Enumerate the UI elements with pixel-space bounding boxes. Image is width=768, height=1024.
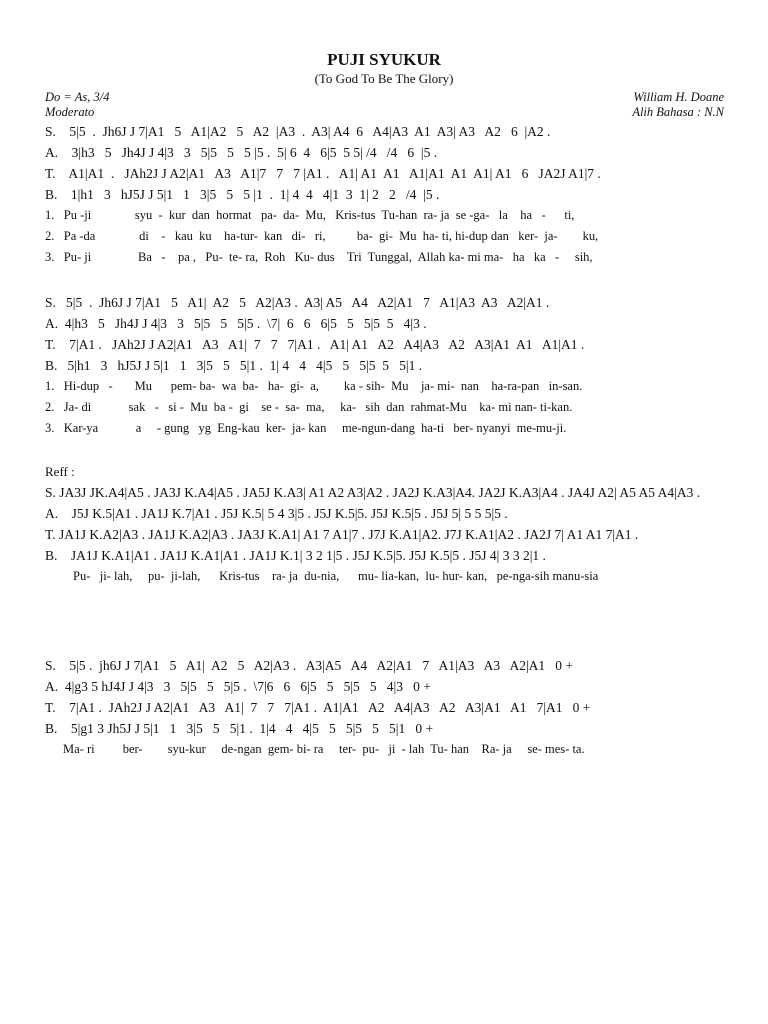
verse-1-soprano: S. 5|5 . Jh6J J 7|A1 5 A1|A2 5 A2 |A3 . A3| A4 6 A4|A3 A1 A3| A3 A2 6 |A2 . bbox=[45, 124, 551, 139]
verse-1-tenor: T. A1|A1 . JAh2J J A2|A1 A3 A1|7 7 7 |A1 . A1| A1 A1 A1|A1 A1 A1| A1 6 JA2J A1|7 . bbox=[45, 166, 601, 181]
verse-2-alto: A. 4|h3 5 Jh4J J 4|3 3 5|5 5 5|5 . \7| 6 6 6|5 5 5|5 5 4|3 . bbox=[45, 316, 427, 331]
verse-2-lyric-3: 3. Kar-ya a - gung yg Eng-kau ker- ja- kan me-ngun-dang ha-ti ber- nyanyi me-mu-ji. bbox=[45, 421, 567, 435]
reff-soprano: S. JA3J JK.A4|A5 . JA3J K.A4|A5 . JA5J K.A3| A1 A2 A3|A2 . JA2J K.A3|A4. JA2J K.A3|A4 . JA4J A2| A5 A5 A4|A3 . bbox=[45, 485, 701, 500]
ending-lyric: Ma- ri ber- syu-kur de-ngan gem- bi- ra ter- pu- ji - lah Tu- han Ra- ja se- mes- ta. bbox=[63, 742, 585, 756]
tempo-marking: Moderato bbox=[45, 105, 95, 119]
verse-2-lyric-1: 1. Hi-dup - Mu pem- ba- wa ba- ha- gi- a, ka - sih- Mu ja- mi- nan ha-ra-pan in-san. bbox=[45, 379, 583, 393]
verse-1-alto: A. 3|h3 5 Jh4J J 4|3 3 5|5 5 5 |5 . 5| 6 4 6|5 5 5| /4 /4 6 |5 . bbox=[45, 145, 438, 160]
composer: William H. Doane bbox=[633, 90, 724, 104]
reff-label: Reff : bbox=[45, 464, 75, 479]
verse-2-bass: B. 5|h1 3 hJ5J J 5|1 1 3|5 5 5|1 . 1| 4 4 4|5 5 5|5 5 5|1 . bbox=[45, 358, 423, 373]
song-title: PUJI SYUKUR bbox=[327, 50, 441, 69]
ending-bass: B. 5|g1 3 Jh5J J 5|1 1 3|5 5 5|1 . 1|4 4 4|5 5 5|5 5 5|1 0 + bbox=[45, 721, 434, 736]
verse-1-lyric-3: 3. Pu- ji Ba - pa , Pu- te- ra, Roh Ku- dus Tri Tunggal, Allah ka- mi ma- ha ka - sih, bbox=[45, 250, 593, 264]
reff-lyric: Pu- ji- lah, pu- ji-lah, Kris-tus ra- ja du-nia, mu- lia-kan, lu- hur- kan, pe-nga-sih manu-sia bbox=[73, 569, 599, 583]
ending-tenor: T. 7|A1 . JAh2J J A2|A1 A3 A1| 7 7 7|A1 . A1|A1 A2 A4|A3 A2 A3|A1 A1 7|A1 0 + bbox=[45, 700, 591, 715]
reff-block bbox=[45, 461, 735, 587]
verse-2-lyric-2: 2. Ja- di sak - si - Mu ba - gi se - sa- ma, ka- sih dan rahmat-Mu ka- mi nan- ti-kan. bbox=[45, 400, 573, 414]
key-signature: Do = As, 3/4 bbox=[45, 90, 110, 104]
ending-alto: A. 4|g3 5 hJ4J J 4|3 3 5|5 5 5|5 . \7|6 6 6|5 5 5|5 5 4|3 0 + bbox=[45, 679, 431, 694]
verse-1-bass: B. 1|h1 3 hJ5J J 5|1 1 3|5 5 5 |1 . 1| 4 4 4|1 3 1| 2 2 /4 |5 . bbox=[45, 187, 440, 202]
song-subtitle: (To God To Be The Glory) bbox=[314, 71, 454, 86]
verse-2-tenor: T. 7|A1 . JAh2J J A2|A1 A3 A1| 7 7 7|A1 . A1| A1 A2 A4|A3 A2 A3|A1 A1 A1|A1 . bbox=[45, 337, 585, 352]
reff-tenor: T. JA1J K.A2|A3 . JA1J K.A2|A3 . JA3J K.A1| A1 7 A1|7 . J7J K.A1|A2. J7J K.A1|A2 . JA2J 7| A1 A1 7|A1 . bbox=[45, 527, 639, 542]
translator: Alih Bahasa : N.N bbox=[632, 105, 724, 119]
reff-bass: B. JA1J K.A1|A1 . JA1J K.A1|A1 . JA1J K.1| 3 2 1|5 . J5J K.5|5. J5J K.5|5 . J5J 4| 3 3 2|1 . bbox=[45, 548, 546, 563]
verse-1-lyric-2: 2. Pa -da di - kau ku ha-tur- kan di- ri, ba- gi- Mu ha- ti, hi-dup dan ker- ja- ku, bbox=[45, 229, 599, 243]
verse-2-block bbox=[45, 292, 735, 439]
verse-1-lyric-1: 1. Pu -ji syu - kur dan hormat pa- da- Mu, Kris-tus Tu-han ra- ja se -ga- la ha - ti, bbox=[45, 208, 575, 222]
ending-soprano: S. 5|5 . jh6J J 7|A1 5 A1| A2 5 A2|A3 . A3|A5 A4 A2|A1 7 A1|A3 A3 A2|A1 0 + bbox=[45, 658, 574, 673]
reff-alto: A. J5J K.5|A1 . JA1J K.7|A1 . J5J K.5| 5 4 3|5 . J5J K.5|5. J5J K.5|5 . J5J 5| 5 5 5|5 . bbox=[45, 506, 508, 521]
verse-1-block bbox=[45, 121, 735, 268]
verse-2-soprano: S. 5|5 . Jh6J J 7|A1 5 A1| A2 5 A2|A3 . A3| A5 A4 A2|A1 7 A1|A3 A3 A2|A1 . bbox=[45, 295, 550, 310]
ending-block bbox=[45, 655, 735, 760]
